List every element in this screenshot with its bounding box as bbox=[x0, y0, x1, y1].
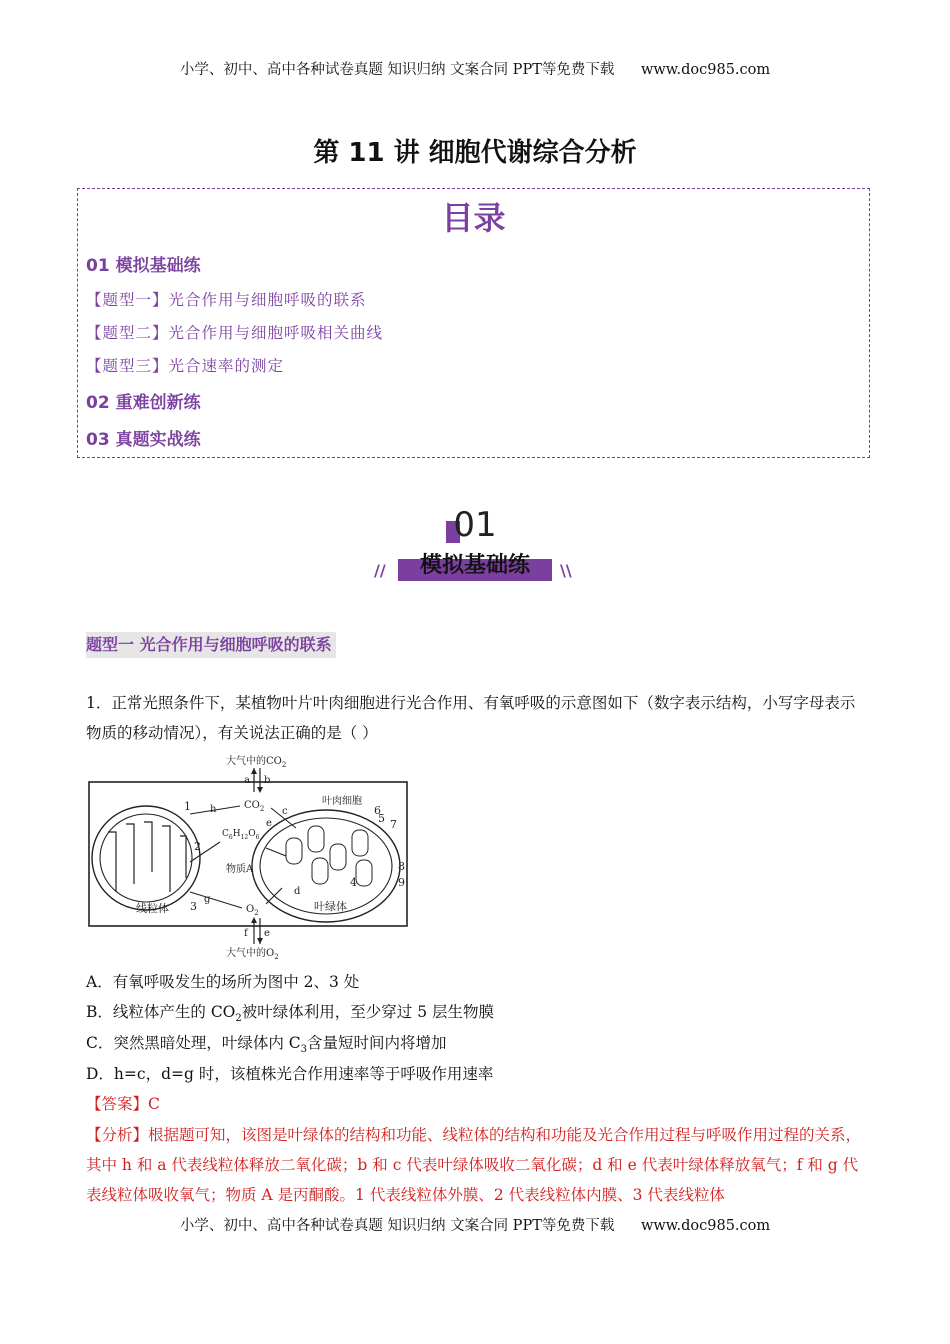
letter-c: c bbox=[282, 806, 288, 817]
letter-h: h bbox=[210, 804, 217, 815]
number-9: 9 bbox=[398, 876, 405, 889]
atmosphere-o2-label: 大气中的$O_2$ bbox=[226, 948, 279, 961]
header-text: 小学、初中、高中各种试卷真题 知识归纳 文案合同 PPT等免费下载 bbox=[179, 62, 615, 78]
answer: 【答案】C bbox=[86, 1095, 160, 1113]
toc-item-innovation[interactable]: 02 重难创新练 bbox=[86, 393, 201, 413]
mitochondrion-cristae bbox=[108, 822, 186, 892]
option-b: B．线粒体产生的 $CO_2$被叶绿体利用，至少穿过 5 层生物膜 bbox=[86, 1003, 494, 1025]
cell-label: 叶肉细胞 bbox=[322, 796, 362, 807]
section-badge bbox=[374, 505, 572, 595]
section-number: 01 bbox=[453, 505, 497, 545]
analysis: 【分析】根据题可知，该图是叶绿体的结构和功能、线粒体的结构和功能及光合作用过程与呼吸作用过程的关系，其中 h 和 a 代表线粒体释放二氧化碳；b 和 c 代表叶绿体吸收二氧化碳；d 和 e 代表叶绿体释放氧气；f 和 g 代表线粒体吸收氧气；物质 A 是丙酮酸。1 代表线粒体外膜、2 代表线粒体内膜、3 代表线粒体 bbox=[86, 1126, 862, 1204]
letter-e: e bbox=[266, 818, 272, 829]
atmosphere-co2-label: 大气中的$CO_2$ bbox=[226, 756, 287, 769]
toc-item-type1[interactable]: 【题型一】光合作用与细胞呼吸的联系 bbox=[86, 291, 367, 309]
toc-heading: 目录 bbox=[441, 199, 506, 237]
letter-a: a bbox=[244, 775, 250, 786]
toc-box bbox=[77, 188, 870, 458]
question-text: 1．正常光照条件下，某植物叶片叶肉细胞进行光合作用、有氧呼吸的示意图如下（数字表示结构，小写字母表示物质的移动情况），有关说法正确的是（ ） bbox=[86, 694, 856, 742]
section-label: 模拟基础练 bbox=[419, 553, 530, 578]
page-header bbox=[0, 58, 950, 79]
mito-label: 线粒体 bbox=[136, 902, 169, 915]
cell-diagram bbox=[86, 752, 416, 962]
option-a: A．有氧呼吸发生的场所为图中 2、3 处 bbox=[86, 973, 360, 991]
number-6: 6 bbox=[374, 804, 381, 817]
toc-item-simulation[interactable]: 01 模拟基础练 bbox=[86, 256, 201, 276]
footer-site-link[interactable]: www.doc985.com bbox=[640, 1218, 771, 1234]
left-slash-decoration: // bbox=[374, 561, 386, 580]
co2-label: $CO_2$ bbox=[244, 800, 265, 813]
toc-item-type3[interactable]: 【题型三】光合速率的测定 bbox=[86, 357, 285, 375]
header-site-link[interactable]: www.doc985.com bbox=[640, 62, 771, 78]
number-1: 1 bbox=[184, 800, 191, 813]
option-c: C．突然黑暗处理，叶绿体内 $C_3$含量短时间内将增加 bbox=[86, 1034, 447, 1056]
right-slash-decoration: \\ bbox=[560, 561, 572, 580]
option-d: D．h=c，d=g 时，该植株光合作用速率等于呼吸作用速率 bbox=[86, 1065, 494, 1083]
toc-item-real-exam[interactable]: 03 真题实战练 bbox=[86, 430, 201, 450]
o2-label: $O_2$ bbox=[246, 904, 259, 917]
number-4: 4 bbox=[350, 876, 357, 889]
mitochondrion-inner bbox=[100, 814, 192, 902]
grana-stacks bbox=[286, 826, 372, 886]
number-3: 3 bbox=[190, 900, 197, 913]
toc-item-type2[interactable]: 【题型二】光合作用与细胞呼吸相关曲线 bbox=[86, 324, 384, 342]
chloro-label: 叶绿体 bbox=[314, 900, 347, 913]
number-2: 2 bbox=[194, 840, 201, 853]
type-title: 题型一 光合作用与细胞呼吸的联系 bbox=[86, 632, 336, 658]
number-5: 5 bbox=[378, 812, 385, 825]
page-title: 第 11 讲 细胞代谢综合分析 bbox=[313, 138, 637, 168]
letter-f: f bbox=[244, 928, 248, 939]
letter-b: b bbox=[264, 775, 271, 786]
number-8: 8 bbox=[398, 860, 405, 873]
substance-a-label: 物质A bbox=[226, 864, 254, 875]
letter-g: g bbox=[204, 894, 211, 905]
number-7: 7 bbox=[390, 818, 397, 831]
page-footer bbox=[0, 1214, 950, 1235]
footer-text: 小学、初中、高中各种试卷真题 知识归纳 文案合同 PPT等免费下载 bbox=[179, 1218, 615, 1234]
glucose-label: $C_6H_{12}O_6$ bbox=[222, 829, 260, 841]
letter-d: d bbox=[294, 886, 301, 897]
letter-e-bottom: e bbox=[264, 928, 270, 939]
